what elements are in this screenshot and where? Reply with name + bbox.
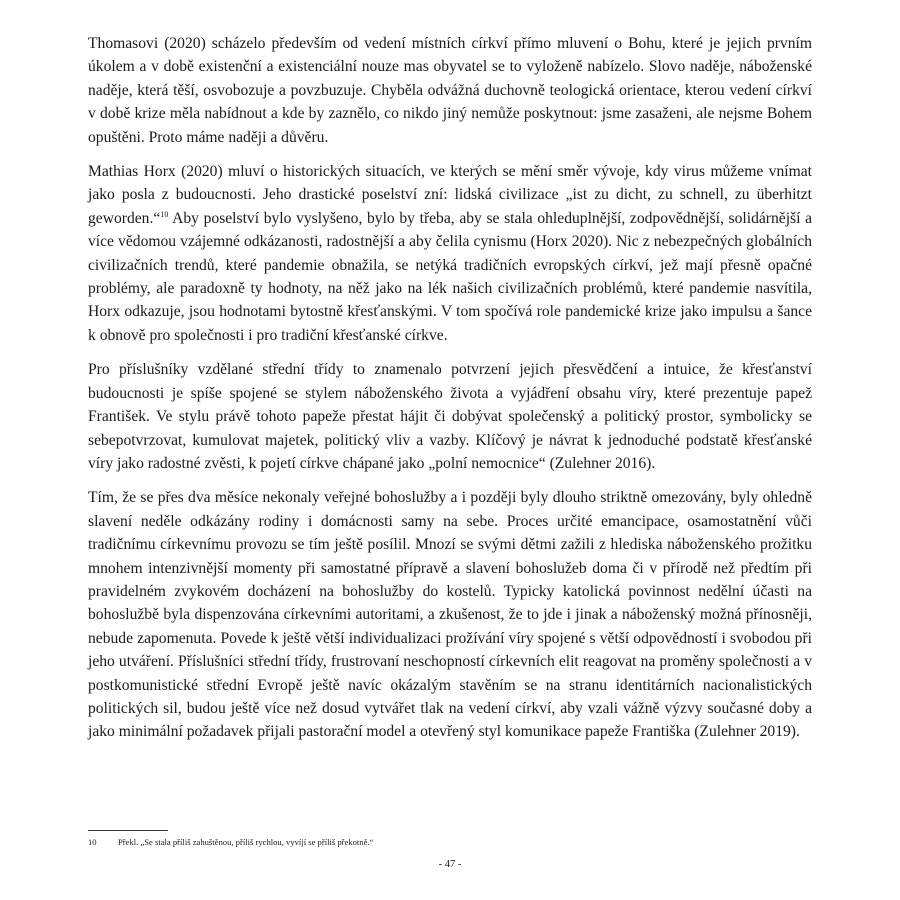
paragraph-3: Pro příslušníky vzdělané střední třídy to znamenalo potvrzení jejich přesvědčení a intuice, že křesťanství budoucnosti je spíše spojené se stylem náboženského života a vyjádření obsahu víry, které prezentuje papež František. Ve stylu právě tohoto papeže přestat hájit či dobývat společenský a politický prostor, symbolicky se sebepotvrzovat, kumulovat majetek, politický vliv a vazby. Klíčový je návrat k jednoduché podstatě křesťanské víry jako radostné zvěsti, k pojetí církve chápané jako „polní nemocnice“ (Zulehner 2016). bbox=[88, 361, 812, 472]
page-body bbox=[88, 32, 812, 755]
footnote-reference: 10 bbox=[160, 209, 169, 219]
footnote-number: 10 bbox=[88, 837, 97, 847]
footnote-text: Překl. „Se stala příliš zahuštěnou, příliš rychlou, vyvíjí se příliš překotně.“ bbox=[118, 837, 374, 847]
paragraph-1: Thomasovi (2020) scházelo především od vedení místních církví přímo mluvení o Bohu, které je jejich prvním úkolem a v době existenční a existenciální nouze mas obyvatel se to vyloženě nabízelo. Slovo naděje, náboženské naděje, která těší, osvobozuje a povzbuzuje. Chyběla odvážná duchovně teologická orientace, kterou vedení církví v době krize měla nabídnout a kde by zaznělo, co nikdo jiný nemůže poskytnout: jsme zasaženi, ale nejsme Bohem opuštěni. Proto máme naději a důvěru. bbox=[88, 35, 812, 146]
paragraph-2-text-after: Aby poselství bylo vyslyšeno, bylo by třeba, aby se stala ohleduplnější, zodpovědnější, solidárnější a více vědomou vzájemné odkázanosti, radostnější a aby čelila cynismu (Horx 2020). Nic z nebezpečných globálních civilizačních trendů, které pandemie obnažila, se netýká tradičních evropských církví, jež mají přesně opačné problémy, ale paradoxně ty hodnoty, na něž jako na lék našich civilizačních problémů, které pandemie nasvítila, Horx odkazuje, jsou hodnotami bytostně křesťanskými. V tom spočívá role pandemické krize jako impulsu a šance k obnově pro společnosti i pro tradiční křesťanské církve. bbox=[88, 209, 812, 344]
page-number: - 47 - bbox=[438, 859, 462, 870]
footnote-divider bbox=[88, 830, 168, 831]
paragraph-2-text-before: Mathias Horx (2020) mluví o historických situacích, ve kterých se mění směr vývoje, kdy virus můžeme vnímat jako posla z budoucnosti. Jeho drastické poselství zní: lidská civilizace „ist zu dicht, zu schnell, zu überhitzt geworden.“ bbox=[88, 163, 812, 227]
paragraph-2 bbox=[88, 160, 812, 347]
footnote bbox=[88, 836, 812, 848]
paragraph-4: Tím, že se přes dva měsíce nekonaly veřejné bohoslužby a i později byly dlouho striktně omezovány, byly ohledně slavení neděle odkázány rodiny i domácnosti samy na sebe. Proces určité emancipace, osamostatnění vůči tradičnímu církevnímu provozu se tím ještě posílil. Mnozí se svými dětmi zažili z hlediska náboženského prožitku mnohem intenzivnější momenty při samostatné přípravě a slavení bohoslužeb doma či v přírodě než předtím při pravidelném zvykovém docházení na bohoslužby do kostelů. Typicky katolická povinnost nedělní účasti na bohoslužbě byla dispenzována církevními autoritami, a zkušenost, že to jde i jinak a náboženský možná přínosněji, nebude zapomenuta. Povede k ještě větší individualizaci prožívání víry spojené s větší odpovědností i svobodou při jeho utváření. Příslušníci střední třídy, frustrovaní neschopností církevních elit reagovat na proměny společnosti a v postkomunistické střední Evropě ještě navíc okázalým stavěním se na stranu identitárních nacionalistických politických sil, budou ještě více než dosud vytvářet tlak na vedení církví, aby vzali vážně výzvy současné doby a jako minimální požadavek přijali pastorační model a otevřený styl komunikace papeže Františka (Zulehner 2019). bbox=[88, 489, 812, 741]
